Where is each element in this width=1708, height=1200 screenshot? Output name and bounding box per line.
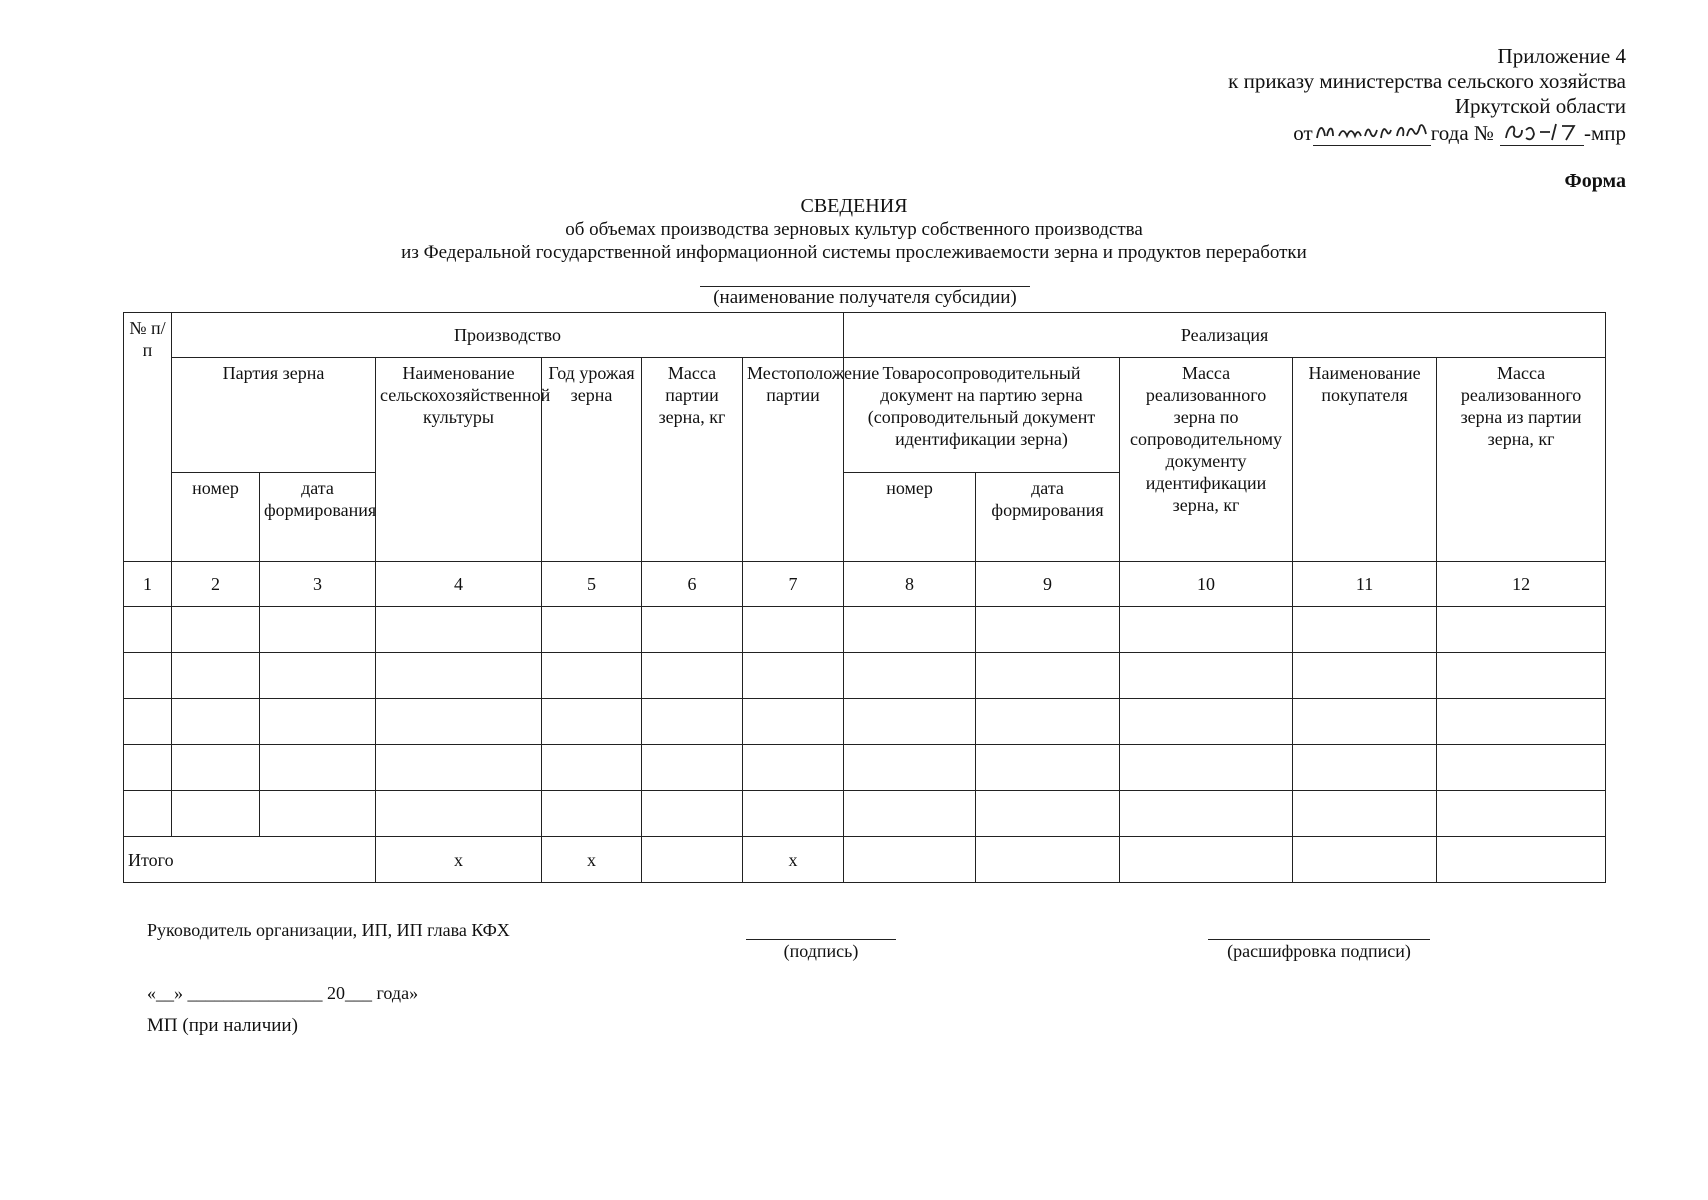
header-row-main	[124, 358, 1606, 473]
data-cell[interactable]	[976, 745, 1120, 791]
col-number: 12	[1437, 562, 1606, 607]
order-suffix: -мпр	[1583, 121, 1626, 145]
data-cell[interactable]	[124, 653, 172, 699]
data-cell[interactable]	[844, 745, 976, 791]
data-cell[interactable]	[642, 745, 743, 791]
data-cell[interactable]	[976, 791, 1120, 837]
data-cell[interactable]	[124, 607, 172, 653]
col-number: 11	[1293, 562, 1437, 607]
title-main: СВЕДЕНИЯ	[800, 195, 908, 217]
form-label: Форма	[1564, 170, 1626, 192]
col-number: 2	[172, 562, 260, 607]
data-cell[interactable]	[743, 699, 844, 745]
col-header-year: Год урожая зерна	[542, 358, 642, 562]
data-cell[interactable]	[376, 607, 542, 653]
data-cell[interactable]	[642, 699, 743, 745]
appendix-label: Приложение 4	[1497, 44, 1626, 68]
data-cell[interactable]	[642, 791, 743, 837]
signature-date-line: «__» _______________ 20___ года»	[147, 983, 419, 1003]
col-number: 10	[1120, 562, 1293, 607]
sub-header-batch-date: дата формирования	[260, 473, 376, 562]
total-x-crop: х	[376, 837, 542, 883]
order-of-label: к приказу министерства сельского хозяйства	[1228, 69, 1626, 93]
from-prefix: от	[1293, 121, 1313, 145]
recipient-caption: (наименование получателя субсидии)	[700, 286, 1030, 309]
data-cell[interactable]	[976, 653, 1120, 699]
data-cell[interactable]	[976, 607, 1120, 653]
data-cell[interactable]	[260, 653, 376, 699]
col-number: 6	[642, 562, 743, 607]
data-cell[interactable]	[1437, 653, 1606, 699]
data-cell[interactable]	[542, 653, 642, 699]
col-header-mass: Масса партии зерна, кг	[642, 358, 743, 562]
data-cell[interactable]	[1437, 607, 1606, 653]
col-number: 5	[542, 562, 642, 607]
total-row	[124, 837, 1606, 883]
data-cell[interactable]	[1120, 653, 1293, 699]
total-cell[interactable]	[844, 837, 976, 883]
data-cell[interactable]	[743, 607, 844, 653]
data-cell[interactable]	[743, 791, 844, 837]
data-cell[interactable]	[376, 699, 542, 745]
document-title	[0, 194, 1708, 264]
total-x-year: х	[542, 837, 642, 883]
title-line3: из Федеральной государственной информационной системы прослеживаемости зерна и продуктов переработки	[401, 242, 1307, 263]
data-cell[interactable]	[260, 791, 376, 837]
appendix-header	[1228, 44, 1626, 146]
signature-line: (подпись)	[746, 939, 896, 962]
data-cell[interactable]	[124, 791, 172, 837]
region-label: Иркутской области	[1454, 94, 1626, 118]
total-cell[interactable]	[1293, 837, 1437, 883]
handwritten-number-scribble	[1500, 118, 1584, 144]
title-line2: об объемах производства зерновых культур собственного производства	[565, 219, 1143, 240]
total-cell[interactable]	[1120, 837, 1293, 883]
col-header-num: № п/п	[124, 313, 172, 562]
data-cell[interactable]	[172, 653, 260, 699]
signature-decode-line: (расшифровка подписи)	[1208, 939, 1430, 962]
data-row	[124, 791, 1606, 837]
data-cell[interactable]	[642, 653, 743, 699]
data-cell[interactable]	[542, 791, 642, 837]
data-cell[interactable]	[124, 699, 172, 745]
col-header-location: Местоположение партии	[743, 358, 844, 562]
data-cell[interactable]	[642, 607, 743, 653]
data-cell[interactable]	[376, 745, 542, 791]
data-cell[interactable]	[1293, 791, 1437, 837]
col-number: 1	[124, 562, 172, 607]
grain-report-table	[123, 312, 1606, 883]
data-cell[interactable]	[124, 745, 172, 791]
col-header-batch: Партия зерна	[172, 358, 376, 473]
data-cell[interactable]	[743, 653, 844, 699]
total-cell[interactable]	[1437, 837, 1606, 883]
data-row	[124, 653, 1606, 699]
data-row	[124, 699, 1606, 745]
data-cell[interactable]	[976, 699, 1120, 745]
data-cell[interactable]	[172, 791, 260, 837]
signatory-label: Руководитель организации, ИП, ИП глава КФХ	[147, 920, 510, 940]
handwritten-number	[1500, 119, 1584, 146]
data-cell[interactable]	[260, 745, 376, 791]
data-cell[interactable]	[1293, 607, 1437, 653]
column-number-row	[124, 562, 1606, 607]
sub-header-doc-date: дата формирования	[976, 473, 1120, 562]
data-cell[interactable]	[1293, 699, 1437, 745]
data-cell[interactable]	[844, 607, 976, 653]
data-cell[interactable]	[542, 607, 642, 653]
col-number: 9	[976, 562, 1120, 607]
total-cell[interactable]	[976, 837, 1120, 883]
data-cell[interactable]	[260, 607, 376, 653]
group-header-production: Производство	[172, 313, 844, 358]
data-cell[interactable]	[376, 791, 542, 837]
col-number: 8	[844, 562, 976, 607]
col-number: 4	[376, 562, 542, 607]
data-cell[interactable]	[260, 699, 376, 745]
data-cell[interactable]	[542, 745, 642, 791]
data-cell[interactable]	[844, 699, 976, 745]
group-header-sale: Реализация	[844, 313, 1606, 358]
data-row	[124, 745, 1606, 791]
data-cell[interactable]	[542, 699, 642, 745]
total-x-location: х	[743, 837, 844, 883]
sub-header-doc-number: номер	[844, 473, 976, 562]
data-cell[interactable]	[1437, 791, 1606, 837]
data-row	[124, 607, 1606, 653]
data-cell[interactable]	[743, 745, 844, 791]
total-mass-cell[interactable]	[642, 837, 743, 883]
data-cell[interactable]	[1437, 745, 1606, 791]
data-cell[interactable]	[172, 699, 260, 745]
data-cell[interactable]	[1120, 699, 1293, 745]
year-word: года №	[1430, 121, 1494, 145]
data-cell[interactable]	[1293, 653, 1437, 699]
data-cell[interactable]	[1120, 791, 1293, 837]
data-cell[interactable]	[1437, 699, 1606, 745]
col-header-buyer: Наименование покупателя	[1293, 358, 1437, 562]
col-header-sold-mass: Масса реализованного зерна по сопроводительному документу идентификации зерна, кг	[1120, 358, 1293, 562]
total-label: Итого	[124, 837, 376, 883]
data-cell[interactable]	[844, 653, 976, 699]
col-header-crop: Наименование сельскохозяйственной культуры	[376, 358, 542, 562]
order-line	[1228, 119, 1626, 146]
stamp-label: МП (при наличии)	[147, 1015, 298, 1036]
col-number: 7	[743, 562, 844, 607]
col-header-document: Товаросопроводительный документ на партию зерна (сопроводительный документ идентификации зерна)	[844, 358, 1120, 473]
data-cell[interactable]	[844, 791, 976, 837]
handwritten-date-scribble	[1313, 118, 1431, 144]
sub-header-batch-number: номер	[172, 473, 260, 562]
header-row-groups	[124, 313, 1606, 358]
data-cell[interactable]	[1120, 607, 1293, 653]
data-cell[interactable]	[1120, 745, 1293, 791]
col-number: 3	[260, 562, 376, 607]
handwritten-date	[1313, 119, 1431, 146]
data-cell[interactable]	[172, 745, 260, 791]
data-cell[interactable]	[376, 653, 542, 699]
data-cell[interactable]	[1293, 745, 1437, 791]
data-cell[interactable]	[172, 607, 260, 653]
col-header-sold-from-batch: Масса реализованного зерна из партии зерна, кг	[1437, 358, 1606, 562]
